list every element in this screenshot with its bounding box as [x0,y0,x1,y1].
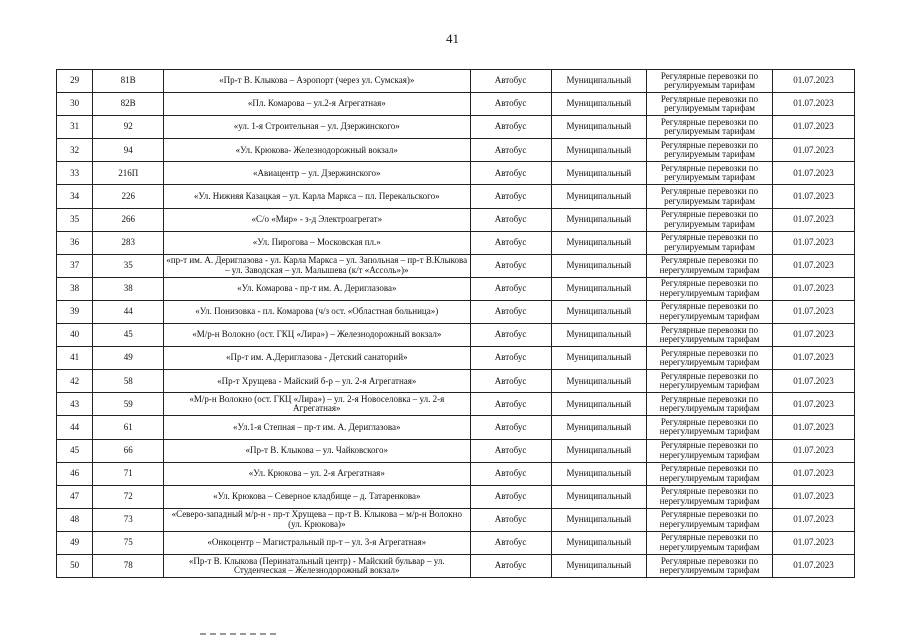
ownership-cell: Муниципальный [551,300,647,323]
transport-type-cell: Автобус [470,347,551,370]
table-row [57,185,855,208]
route-code-cell: 78 [93,554,164,577]
table-row [57,231,855,254]
row-number-cell: 37 [57,254,93,277]
table-row [57,162,855,185]
route-code-cell: 266 [93,208,164,231]
table-row [57,277,855,300]
start-date-cell: 01.07.2023 [772,162,854,185]
ownership-cell: Муниципальный [551,462,647,485]
table-row [57,254,855,277]
ownership-cell: Муниципальный [551,508,647,531]
start-date-cell: 01.07.2023 [772,370,854,393]
tariff-type-cell: Регулярные перевозки по регулируемым тарифам [647,139,773,162]
table-row [57,508,855,531]
table-row [57,300,855,323]
route-name-cell: «Пл. Комарова – ул.2-я Агрегатная» [164,93,471,116]
transport-type-cell: Автобус [470,370,551,393]
route-code-cell: 71 [93,462,164,485]
row-number-cell: 36 [57,231,93,254]
route-code-cell: 59 [93,393,164,416]
table-row [57,439,855,462]
route-name-cell: «Пр-т им. А.Дериглазова - Детский санаторий» [164,347,471,370]
tariff-type-cell: Регулярные перевозки по нерегулируемым тарифам [647,416,773,439]
tariff-type-cell: Регулярные перевозки по нерегулируемым тарифам [647,531,773,554]
ownership-cell: Муниципальный [551,370,647,393]
tariff-type-cell: Регулярные перевозки по нерегулируемым тарифам [647,439,773,462]
route-name-cell: «С/о «Мир» - з-д Электроагрегат» [164,208,471,231]
ownership-cell: Муниципальный [551,485,647,508]
start-date-cell: 01.07.2023 [772,70,854,93]
row-number-cell: 41 [57,347,93,370]
row-number-cell: 31 [57,116,93,139]
row-number-cell: 44 [57,416,93,439]
start-date-cell: 01.07.2023 [772,416,854,439]
transport-type-cell: Автобус [470,462,551,485]
transport-type-cell: Автобус [470,254,551,277]
transport-type-cell: Автобус [470,208,551,231]
tariff-type-cell: Регулярные перевозки по нерегулируемым тарифам [647,462,773,485]
table-row [57,139,855,162]
route-code-cell: 58 [93,370,164,393]
row-number-cell: 29 [57,70,93,93]
transport-type-cell: Автобус [470,185,551,208]
start-date-cell: 01.07.2023 [772,277,854,300]
route-name-cell: «Пр-т Хрущева - Майский б-р – ул. 2-я Агрегатная» [164,370,471,393]
start-date-cell: 01.07.2023 [772,324,854,347]
ownership-cell: Муниципальный [551,70,647,93]
tariff-type-cell: Регулярные перевозки по регулируемым тарифам [647,185,773,208]
row-number-cell: 30 [57,93,93,116]
table-row [57,93,855,116]
page-number: 41 [446,31,459,46]
tariff-type-cell: Регулярные перевозки по регулируемым тарифам [647,116,773,139]
route-name-cell: «Ул. Крюкова – ул. 2-я Агрегатная» [164,462,471,485]
start-date-cell: 01.07.2023 [772,116,854,139]
routes-table [56,69,855,578]
route-code-cell: 44 [93,300,164,323]
row-number-cell: 38 [57,277,93,300]
transport-type-cell: Автобус [470,508,551,531]
start-date-cell: 01.07.2023 [772,208,854,231]
scan-artifact-line [200,633,280,635]
ownership-cell: Муниципальный [551,93,647,116]
route-code-cell: 82В [93,93,164,116]
route-code-cell: 216П [93,162,164,185]
tariff-type-cell: Регулярные перевозки по нерегулируемым тарифам [647,485,773,508]
route-name-cell: «Ул. Пирогова – Московская пл.» [164,231,471,254]
route-code-cell: 81В [93,70,164,93]
start-date-cell: 01.07.2023 [772,231,854,254]
transport-type-cell: Автобус [470,139,551,162]
ownership-cell: Муниципальный [551,139,647,162]
table-row [57,324,855,347]
route-name-cell: «Ул. Понизовка - пл. Комарова (ч/з ост. «Областная больница») [164,300,471,323]
route-name-cell: «Онкоцентр – Магистральный пр-т – ул. 3-я Агрегатная» [164,531,471,554]
tariff-type-cell: Регулярные перевозки по нерегулируемым тарифам [647,300,773,323]
table-row [57,531,855,554]
ownership-cell: Муниципальный [551,208,647,231]
start-date-cell: 01.07.2023 [772,554,854,577]
tariff-type-cell: Регулярные перевозки по регулируемым тарифам [647,93,773,116]
ownership-cell: Муниципальный [551,531,647,554]
tariff-type-cell: Регулярные перевозки по нерегулируемым тарифам [647,508,773,531]
start-date-cell: 01.07.2023 [772,347,854,370]
row-number-cell: 50 [57,554,93,577]
row-number-cell: 42 [57,370,93,393]
transport-type-cell: Автобус [470,393,551,416]
ownership-cell: Муниципальный [551,162,647,185]
start-date-cell: 01.07.2023 [772,393,854,416]
ownership-cell: Муниципальный [551,393,647,416]
transport-type-cell: Автобус [470,439,551,462]
table-row [57,554,855,577]
row-number-cell: 47 [57,485,93,508]
route-name-cell: «М/р-н Волокно (ост. ГКЦ «Лира») – ул. 2-я Новоселовка – ул. 2-я Агрегатная» [164,393,471,416]
route-code-cell: 92 [93,116,164,139]
ownership-cell: Муниципальный [551,231,647,254]
route-name-cell: «Ул.1-я Степная – пр-т им. А. Дериглазова» [164,416,471,439]
transport-type-cell: Автобус [470,70,551,93]
row-number-cell: 35 [57,208,93,231]
table-row [57,370,855,393]
table-row [57,208,855,231]
ownership-cell: Муниципальный [551,185,647,208]
row-number-cell: 40 [57,324,93,347]
transport-type-cell: Автобус [470,485,551,508]
tariff-type-cell: Регулярные перевозки по нерегулируемым тарифам [647,370,773,393]
tariff-type-cell: Регулярные перевозки по нерегулируемым тарифам [647,254,773,277]
row-number-cell: 48 [57,508,93,531]
start-date-cell: 01.07.2023 [772,254,854,277]
start-date-cell: 01.07.2023 [772,531,854,554]
start-date-cell: 01.07.2023 [772,485,854,508]
route-name-cell: «Северо-западный м/р-н - пр-т Хрущева – пр-т В. Клыкова – м/р-н Волокно (ул. Крюкова)» [164,508,471,531]
routes-table-body [57,70,855,578]
route-name-cell: «Пр-т В. Клыкова – Аэропорт (через ул. Сумская)» [164,70,471,93]
route-code-cell: 38 [93,277,164,300]
tariff-type-cell: Регулярные перевозки по нерегулируемым тарифам [647,277,773,300]
table-row [57,70,855,93]
route-code-cell: 94 [93,139,164,162]
ownership-cell: Муниципальный [551,116,647,139]
route-name-cell: «Ул. Комарова - пр-т им. А. Дериглазова» [164,277,471,300]
table-row [57,462,855,485]
transport-type-cell: Автобус [470,162,551,185]
transport-type-cell: Автобус [470,116,551,139]
table-row [57,116,855,139]
route-name-cell: «ул. 1-я Строительная – ул. Дзержинского» [164,116,471,139]
transport-type-cell: Автобус [470,93,551,116]
start-date-cell: 01.07.2023 [772,462,854,485]
ownership-cell: Муниципальный [551,254,647,277]
route-name-cell: «Пр-т В. Клыкова (Перинатальный центр) - Майский бульвар – ул. Студенческая – Железнодорожный вокзал» [164,554,471,577]
route-code-cell: 283 [93,231,164,254]
start-date-cell: 01.07.2023 [772,93,854,116]
transport-type-cell: Автобус [470,531,551,554]
route-code-cell: 61 [93,416,164,439]
ownership-cell: Муниципальный [551,439,647,462]
route-name-cell: «Ул. Крюкова – Северное кладбище – д. Татаренкова» [164,485,471,508]
route-code-cell: 66 [93,439,164,462]
row-number-cell: 33 [57,162,93,185]
route-name-cell: «М/р-н Волокно (ост. ГКЦ «Лира») – Железнодорожный вокзал» [164,324,471,347]
table-row [57,485,855,508]
route-name-cell: «пр-т им. А. Дериглазова - ул. Карла Маркса – ул. Запольная – пр-т В.Клыкова – ул. Заводская – ул. Малышева (к/т «Ассоль»)» [164,254,471,277]
row-number-cell: 43 [57,393,93,416]
tariff-type-cell: Регулярные перевозки по нерегулируемым тарифам [647,393,773,416]
start-date-cell: 01.07.2023 [772,508,854,531]
route-code-cell: 45 [93,324,164,347]
start-date-cell: 01.07.2023 [772,439,854,462]
start-date-cell: 01.07.2023 [772,185,854,208]
route-code-cell: 35 [93,254,164,277]
transport-type-cell: Автобус [470,300,551,323]
transport-type-cell: Автобус [470,324,551,347]
ownership-cell: Муниципальный [551,324,647,347]
route-code-cell: 73 [93,508,164,531]
tariff-type-cell: Регулярные перевозки по регулируемым тарифам [647,231,773,254]
route-code-cell: 226 [93,185,164,208]
ownership-cell: Муниципальный [551,347,647,370]
tariff-type-cell: Регулярные перевозки по регулируемым тарифам [647,208,773,231]
start-date-cell: 01.07.2023 [772,139,854,162]
tariff-type-cell: Регулярные перевозки по нерегулируемым тарифам [647,554,773,577]
tariff-type-cell: Регулярные перевозки по регулируемым тарифам [647,162,773,185]
route-code-cell: 49 [93,347,164,370]
tariff-type-cell: Регулярные перевозки по нерегулируемым тарифам [647,324,773,347]
table-row [57,416,855,439]
row-number-cell: 32 [57,139,93,162]
row-number-cell: 45 [57,439,93,462]
table-row [57,347,855,370]
tariff-type-cell: Регулярные перевозки по нерегулируемым тарифам [647,347,773,370]
ownership-cell: Муниципальный [551,554,647,577]
route-name-cell: «Пр-т В. Клыкова – ул. Чайковского» [164,439,471,462]
ownership-cell: Муниципальный [551,416,647,439]
transport-type-cell: Автобус [470,231,551,254]
transport-type-cell: Автобус [470,416,551,439]
tariff-type-cell: Регулярные перевозки по регулируемым тарифам [647,70,773,93]
route-code-cell: 72 [93,485,164,508]
table-row [57,393,855,416]
route-name-cell: «Авиацентр – ул. Дзержинского» [164,162,471,185]
route-name-cell: «Ул. Крюкова- Железнодорожный вокзал» [164,139,471,162]
transport-type-cell: Автобус [470,277,551,300]
row-number-cell: 34 [57,185,93,208]
ownership-cell: Муниципальный [551,277,647,300]
route-name-cell: «Ул. Нижняя Казацкая – ул. Карла Маркса – пл. Перекальского» [164,185,471,208]
route-code-cell: 75 [93,531,164,554]
row-number-cell: 49 [57,531,93,554]
row-number-cell: 46 [57,462,93,485]
transport-type-cell: Автобус [470,554,551,577]
start-date-cell: 01.07.2023 [772,300,854,323]
row-number-cell: 39 [57,300,93,323]
